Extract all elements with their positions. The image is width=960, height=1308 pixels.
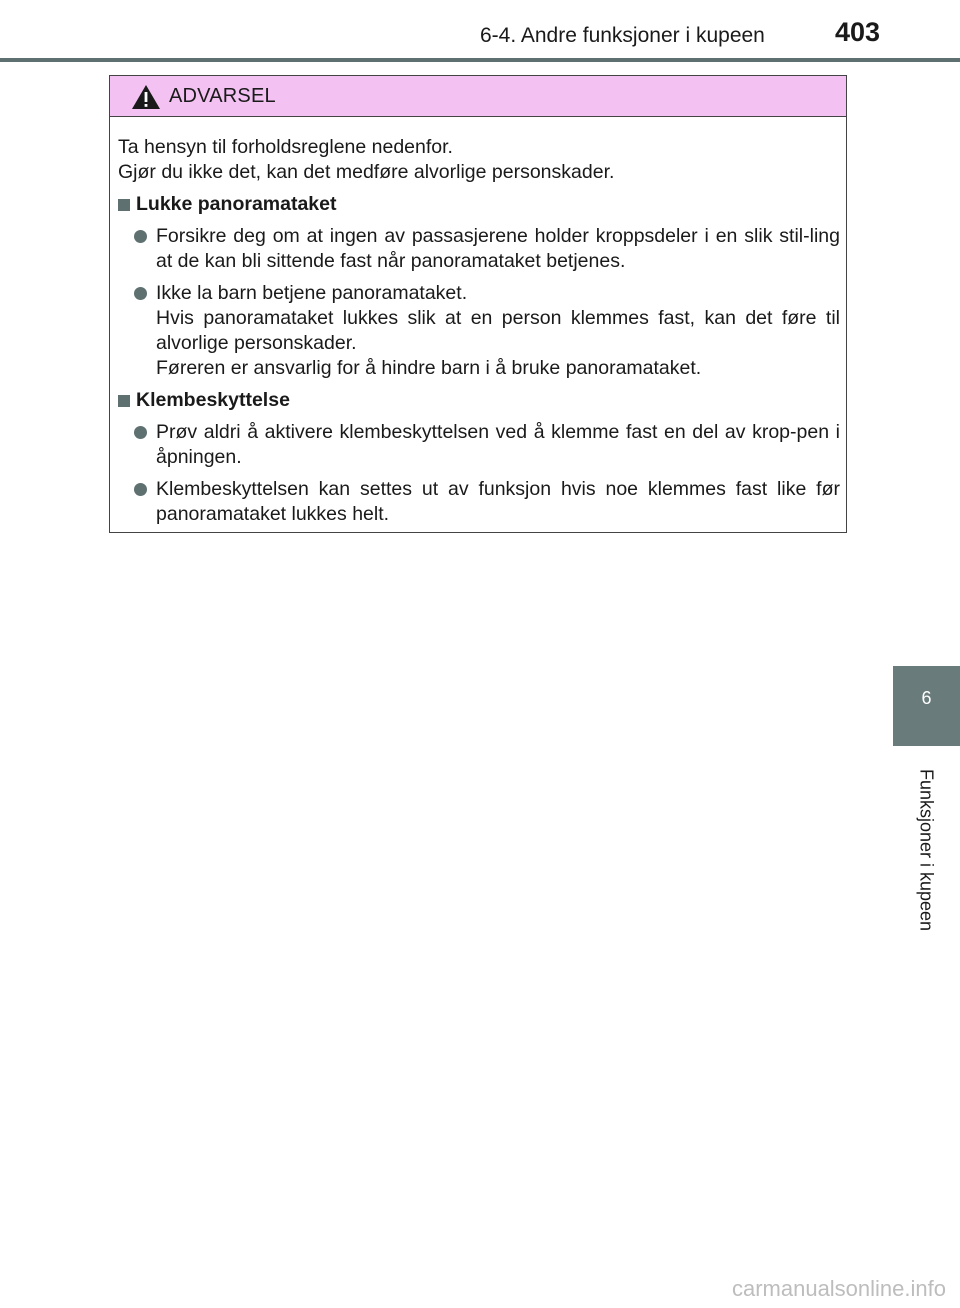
chapter-number: 6 [921,688,932,708]
section-heading [118,388,840,413]
warning-section [118,192,840,381]
list-item [118,281,840,381]
square-bullet-icon [118,395,130,407]
warning-body [110,117,846,527]
section-heading-text: Lukke panoramataket [136,193,337,215]
warning-section [118,388,840,527]
warning-header [110,76,846,117]
warning-title: ADVARSEL [169,85,276,107]
chapter-label: Funksjoner i kupeen [916,768,937,932]
list-item-line: Føreren er ansvarlig for å hindre barn i å bruke panoramataket. [156,357,702,379]
circle-bullet-icon [134,483,147,496]
list-item [118,224,840,274]
watermark: carmanualsonline.info [731,1276,946,1301]
intro-line: Gjør du ikke det, kan det medføre alvorlige personskader. [118,161,615,183]
list-item-line: Forsikre deg om at ingen av passasjerene holder kroppsdeler i en slik stil-ling at de kan bli sittende fast når panoramataket betjenes. [156,225,840,272]
list-item [118,420,840,470]
list-item-text [156,477,840,527]
list-item-text [156,281,840,381]
page-number: 403 [834,17,880,47]
circle-bullet-icon [134,230,147,243]
section-heading-text: Klembeskyttelse [136,389,290,411]
warning-sections [118,192,840,527]
square-bullet-icon [118,199,130,211]
list-item-text [156,224,840,274]
header-rule [0,58,960,62]
chapter-tab [893,666,960,746]
list-item-line: Hvis panoramataket lukkes slik at en person klemmes fast, kan det føre til alvorlige personskader. [156,307,840,354]
warning-intro [118,135,840,185]
warning-box [109,75,847,533]
warning-triangle-icon [131,84,161,110]
intro-line: Ta hensyn til forholdsreglene nedenfor. [118,136,453,158]
list-item-line: Prøv aldri å aktivere klembeskyttelsen ved å klemme fast en del av krop-pen i åpningen. [156,421,840,468]
header-section-title: 6-4. Andre funksjoner i kupeen [480,24,765,47]
circle-bullet-icon [134,287,147,300]
list-item-text [156,420,840,470]
list-item-line: Ikke la barn betjene panoramataket. [156,282,468,304]
list-item-line: Klembeskyttelsen kan settes ut av funksjon hvis noe klemmes fast like før panoramataket lukkes helt. [156,478,840,525]
section-heading [118,192,840,217]
circle-bullet-icon [134,426,147,439]
list-item [118,477,840,527]
